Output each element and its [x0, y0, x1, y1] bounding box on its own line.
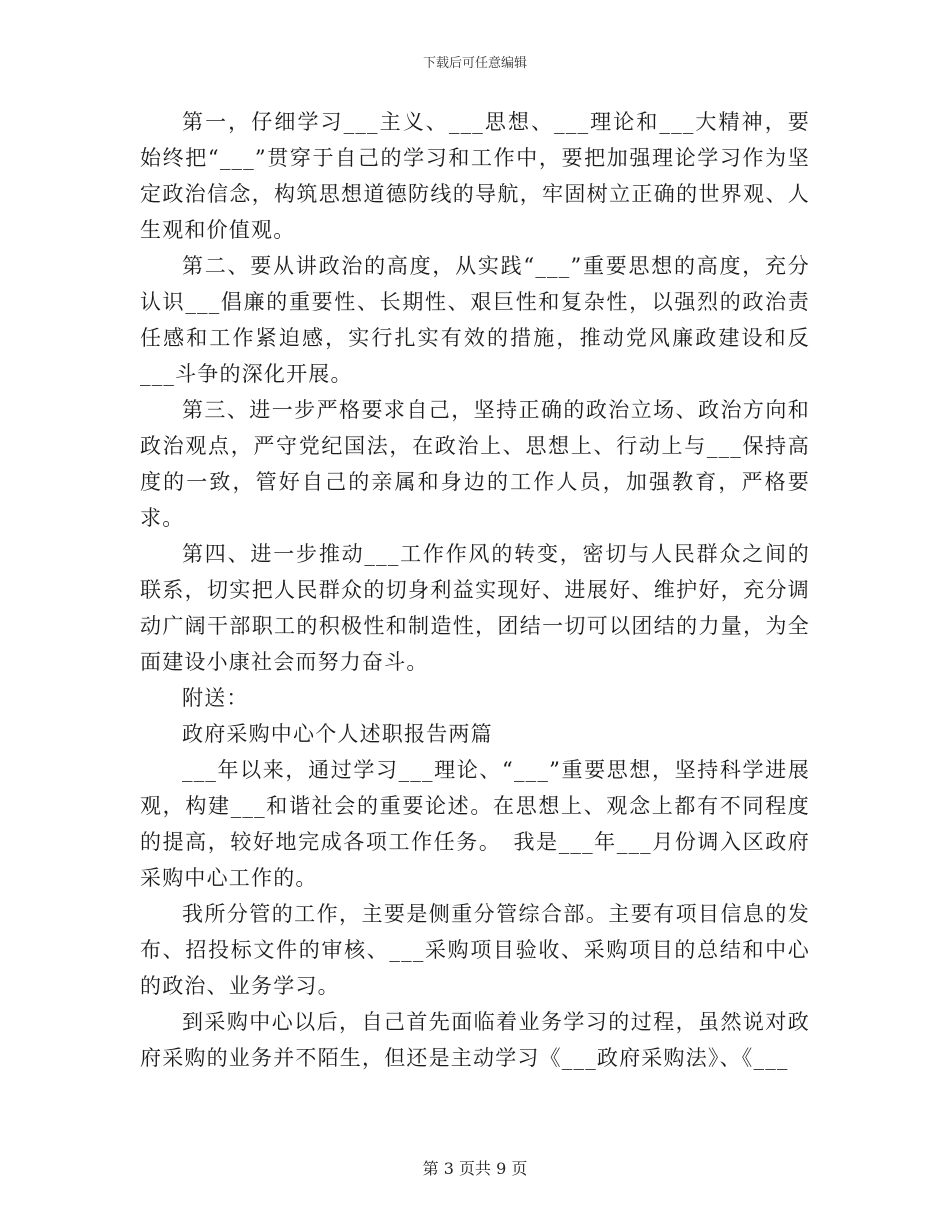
paragraph-report-intro: ___年以来，通过学习___理论、“___”重要思想，坚持科学进展观，构建___和谐社会的重要论述。在思想上、观念上都有不同程度的提高，较好地完成各项工作任务。 我是___年___月份调入区政府采购中心工作的。 [140, 758, 810, 890]
paragraph-report-duties: 我所分管的工作，主要是侧重分管综合部。主要有项目信息的发布、招投标文件的审核、___采购项目验收、采购项目的总结和中心的政治、业务学习。 [140, 902, 810, 998]
paragraph-first: 第一，仔细学习___主义、___思想、___理论和___大精神，要始终把“___”贯穿于自己的学习和工作中，要把加强理论学习作为坚定政治信念，构筑思想道德防线的导航，牢固树立正确的世界观、人生观和价值观。 [140, 110, 810, 242]
appendix-title: 政府采购中心个人述职报告两篇 [182, 722, 493, 746]
paragraph-third: 第三、进一步严格要求自己，坚持正确的政治立场、政治方向和政治观点，严守党纪国法，在政治上、思想上、行动上与___保持高度的一致，管好自己的亲属和身边的工作人员，加强教育，严格要求。 [140, 398, 810, 530]
page-footer: 第 3 页共 9 页 [422, 1159, 528, 1178]
document-body [140, 104, 810, 1076]
paragraph-fourth: 第四、进一步推动___工作作风的转变，密切与人民群众之间的联系，切实把人民群众的切身利益实现好、进展好、维护好，充分调动广阔干部职工的积极性和制造性，团结一切可以团结的力量，为全面建设小康社会而努力奋斗。 [140, 542, 810, 674]
paragraph-second: 第二、要从讲政治的高度，从实践“___”重要思想的高度，充分认识___倡廉的重要性、长期性、艰巨性和复杂性，以强烈的政治责任感和工作紧迫感，实行扎实有效的措施，推动党风廉政建设和反___斗争的深化开展。 [140, 254, 810, 386]
paragraph-report-study: 到采购中心以后，自己首先面临着业务学习的过程，虽然说对政府采购的业务并不陌生，但还是主动学习《___政府采购法》、《___ [140, 1010, 810, 1070]
page-header: 下载后可任意编辑 [422, 56, 527, 71]
appendix-label: 附送： [182, 686, 249, 710]
